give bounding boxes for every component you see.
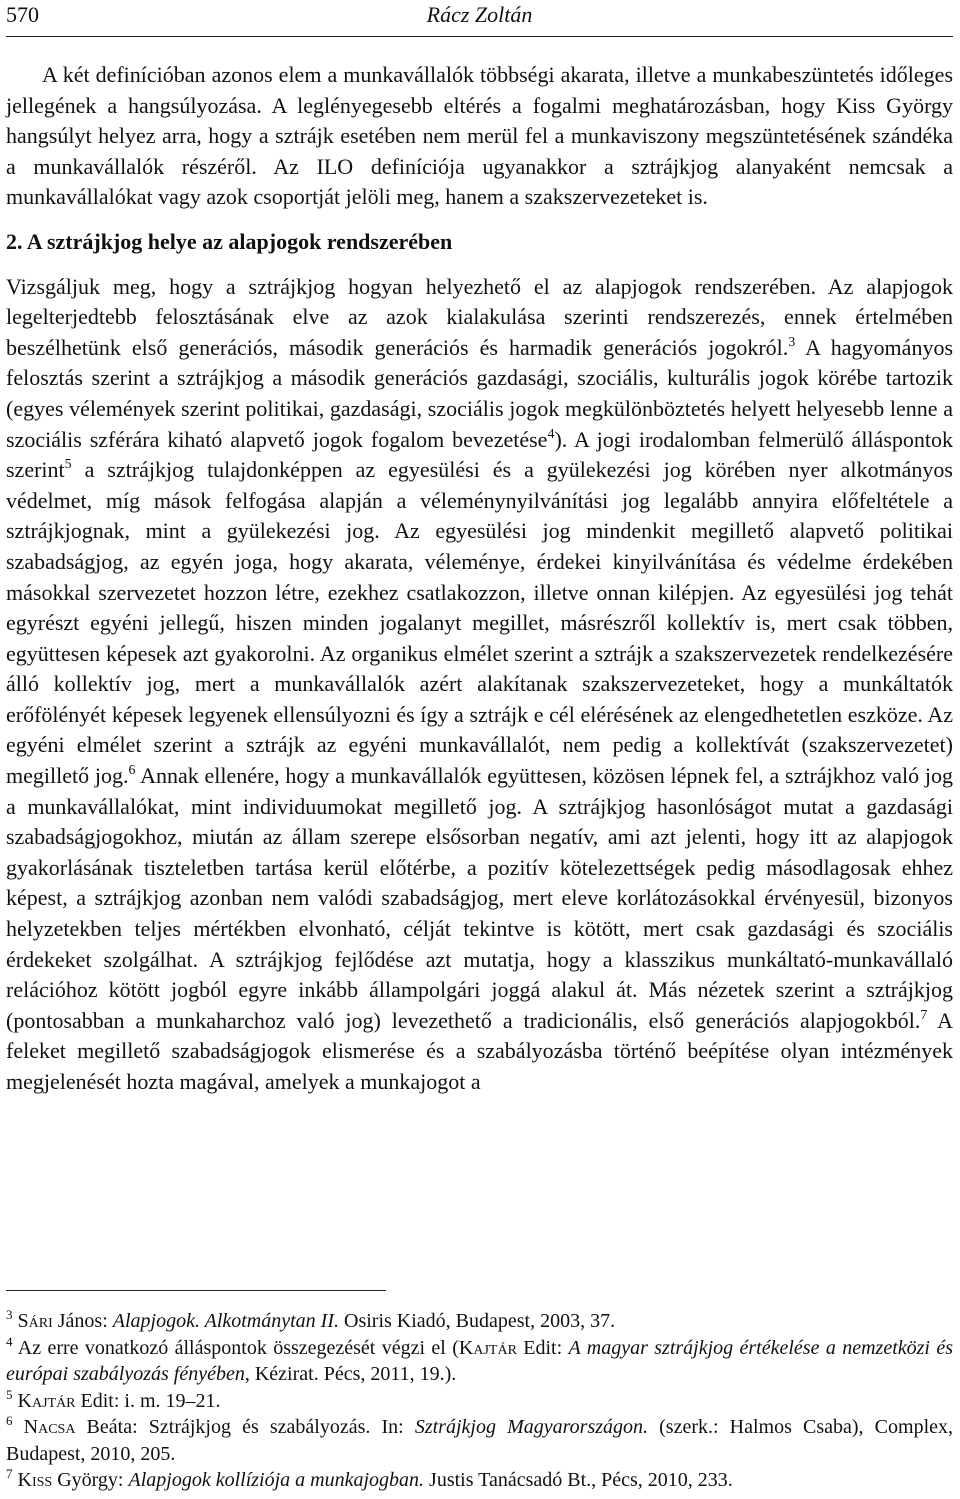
footnote-ref-7[interactable]: 7 (920, 1007, 928, 1023)
publication-info: (szerk.: Halmos Csaba), Complex, Budapest, 2010, 205. (6, 1416, 953, 1465)
author-surname: ajtár (31, 1389, 76, 1412)
running-head: Rácz Zoltán (426, 2, 533, 27)
publication-info: Kézirat. Pécs, 2011, 19.). (249, 1363, 457, 1385)
paragraph-main (6, 272, 953, 1098)
author-surname: iss (31, 1469, 53, 1491)
footnote-number: 7 (6, 1466, 13, 1481)
text-run: ). A jogi irodalomban felmerülő álláspontok szerint (6, 426, 953, 483)
work-title: Sztrájkjog Magyarországon. (414, 1416, 649, 1438)
footnote-3 (6, 1308, 953, 1335)
author-given: Edit: (516, 1336, 569, 1359)
footnote-5 (6, 1388, 953, 1415)
footnote-ref-5[interactable]: 5 (64, 457, 72, 473)
work-title: A magyar sztrájkjog értékelése a nemzetközi és európai szabályozás fényében, (6, 1336, 954, 1385)
publication-info: Justis Tanácsadó Bt., Pécs, 2010, 233. (424, 1469, 733, 1491)
author-initial: K (17, 1469, 32, 1491)
author-surname: acsa (38, 1416, 76, 1438)
author-initial: K (17, 1389, 32, 1412)
page-number: 570 (6, 2, 39, 27)
footnote-ref-6[interactable]: 6 (128, 763, 136, 779)
footnote-number: 5 (6, 1386, 13, 1402)
work-title: Alapjogok. Alkotmánytan II. (112, 1310, 339, 1332)
text-run: Vizsgáljuk meg, hogy a sztrájkjog hogyan helyezhető el az alapjogok rendszerében. Az alapjogok legelterjedtebb felosztásának elve az azok kialakulása szerinti rendszerezés, ennek értelmében beszélhetünk első generációs, második generációs és harmadik generációs jogokról. (6, 273, 953, 360)
author-initial: N (23, 1416, 39, 1438)
footnote-divider (6, 1290, 386, 1291)
work-title: Alapjogok kollíziója a munkajogban. (128, 1469, 425, 1491)
text-run: a sztrájkjog tulajdonképpen az egyesülési és a gyülekezési jog körében nyer alkotmányos védelmet, míg mások felfogása alapján a véleménynyilvánítási jog legalább annyira előfeltétele a sztrájkjognak, mint a gyülekezési jog. Az egyesülési jog mindenkit megillető alapvető politikai szabadságjog, az egyén joga, hogy akarata, véleménye, érdekei kinyilvánítása és védelme érdekében másokkal szervezetet hozzon létre, ezekhez csatlakozzon, illetve onnan kilépjen. Az egyesülési jog tehát egyrészt egyéni jellegű, hiszen minden jogalanyt megillet, másrészről kollektív is, mert csak többen, együttesen képesek azt gyakorolni. Az organikus elmélet szerint a sztrájk a szakszervezetek rendelkezésére álló kollektív jog, mert a munkavállalók azért alakítanak szakszervezeteket, hogy a munkáltatók erőfölényét képesek legyenek ellensúlyozni és így a sztrájk e cél elérésének az elengedhetetlen eszköze. Az egyéni elmélet szerint a sztrájk az egyéni munkavállalót, nem pedig a kollektívát (szakszervezetet) megillető jog. (6, 457, 953, 789)
author-given: Beáta: Sztrájkjog és szabályozás. In: (75, 1416, 415, 1438)
page-header (6, 0, 953, 37)
author-given: János: (52, 1310, 113, 1332)
text-run: A hagyományos felosztás szerint a sztrájkjog a második generációs gazdasági, szociális, kulturális jogok körébe tartozik (egyes vélemények szerint politikai, gazdasági, szociális jogok megkülönböztetés helyett helyesebb lenne a szociális szférára kiható alapvető jogok fogalom bevezetése (6, 334, 954, 452)
footnote-lead: Az erre vonatkozó álláspontok összegezését végzi el ( (17, 1336, 459, 1359)
main-text (6, 60, 953, 1098)
footnote-7 (6, 1467, 953, 1494)
author-surname: ári (28, 1310, 53, 1332)
text-run: A feleket megillető szabadságjogok elismerése és a szabályozásba történő beépítése olyan intézmények megjelenését hozta magával, amelyek a munkajogot a (6, 1007, 953, 1094)
paragraph-intro: A két definícióban azonos elem a munkavállalók többségi akarata, illetve a munkabeszüntetés időleges jellegének a hangsúlyozása. A leglényegesebb eltérés a fogalmi meghatározásban, hogy Kiss György hangsúlyt helyez arra, hogy a sztrájk esetében nem merül fel a munkaviszony megszüntetésének szándéka a munkavállalók részéről. Az ILO definíciója ugyanakkor a sztrájkjog alanyaként nemcsak a munkavállalókat vagy azok csoportját jelöli meg, hanem a szakszervezeteket is. (6, 62, 953, 210)
footnote-6 (6, 1414, 953, 1467)
footnote-ref-3[interactable]: 3 (788, 334, 796, 350)
author-given: György: (52, 1469, 129, 1491)
author-initial: S (17, 1310, 29, 1332)
footnote-number: 3 (6, 1307, 13, 1322)
text-run: Annak ellenére, hogy a munkavállalók együttesen, közösen lépnek fel, a sztrájkhoz való jog a munkavállalókat, mint individuumokat megillető jog. A sztrájkjog hasonlóságot mutat a gazdasági szabadságjogokhoz, miután az állam szerepe elsősorban negatív, ami azt jelenti, hogy itt az alapjogok gyakorlásának tiszteletben tartása kerül előtérbe, a pozitív kötelezettségek pedig másodlagosak ehhez képest, a sztrájkjog azonban nem valódi szabadságjog, mert eleve korlátozásokkal érvényesül, bizonyos helyzetekben teljes mértékben elvonható, célját tekintve is kötött, mert csak gazdasági és szociális érdekeket szolgálhat. A sztrájkjog fejlődése azt mutatja, hogy a klasszikus munkáltató-munkavállaló relációhoz kötött jogból egyre inkább állampolgári joggá alakul át. Más nézetek szerint a sztrájkjog (pontosabban a munkaharchoz való jog) levezethető a tradicionális, első generációs alapjogokból. (6, 763, 954, 1033)
author-given: Edit: i. m. 19–21. (75, 1389, 221, 1412)
publication-info: Osiris Kiadó, Budapest, 2003, 37. (339, 1310, 616, 1332)
footnote-number: 6 (6, 1413, 13, 1428)
footnote-number: 4 (6, 1333, 13, 1349)
footnote-ref-4[interactable]: 4 (547, 426, 555, 442)
footnote-4 (6, 1335, 953, 1388)
author-surname: ajtár (473, 1336, 517, 1359)
section-heading: 2. A sztrájkjog helye az alapjogok rendszerében (6, 228, 453, 254)
footnotes (6, 1308, 953, 1494)
author-initial: K (458, 1336, 474, 1359)
